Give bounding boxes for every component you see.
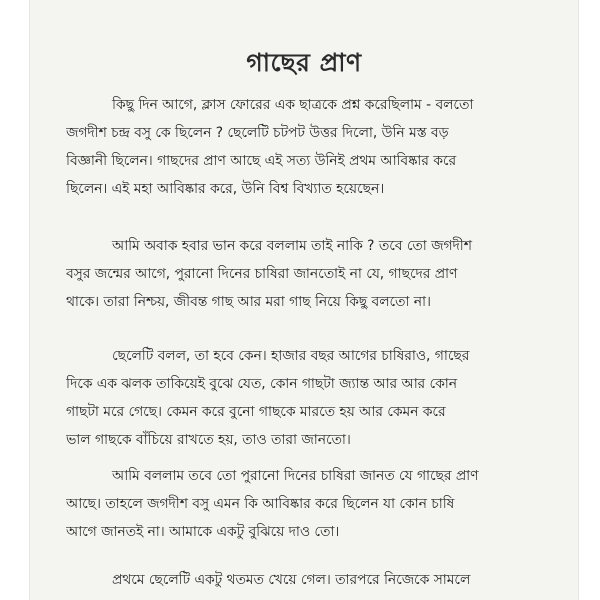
paragraph-line: আমি অবাক হবার ভান করে বললাম তাই নাকি ? তবে তো জগদীশ	[112, 238, 472, 254]
paragraph-line: আমি বললাম তবে তো পুরানো দিনের চাষিরা জানত যে গাছের প্রাণ	[112, 468, 479, 484]
paragraph-3	[66, 342, 544, 454]
paragraph-line: আগে জানতই না। আমাকে একটু বুঝিয়ে দাও তো।	[66, 524, 340, 540]
paragraph-4	[66, 462, 544, 546]
page-title: গাছের প্রাণ	[246, 47, 362, 77]
book-page	[30, 0, 578, 600]
paragraph-line: গাছটা মরে গেছে। কেমন করে বুনো গাছকে মারতে হয় আর কেমন করে	[66, 404, 446, 420]
paragraph-line: দিকে এক ঝলক তাকিয়েই বুঝে যেত, কোন গাছটা জ্যান্ত আর আর কোন	[66, 376, 458, 392]
paragraph-line: জগদীশ চন্দ্র বসু কে ছিলেন ? ছেলেটি চটপট উত্তর দিলো, উনি মস্ত বড়	[66, 125, 449, 141]
paragraph-line: ছিলেন। এই মহা আবিষ্কার করে, উনি বিশ্ব বিখ্যাত হয়েছেন।	[66, 181, 385, 197]
paragraph-line: ছেলেটি বলল, তা হবে কেন। হাজার বছর আগের চাষিরাও, গাছের	[112, 348, 470, 364]
paragraph-line: প্রথমে ছেলেটি একটু থতমত খেয়ে গেল। তারপরে নিজেকে সামলে	[112, 572, 471, 588]
paragraph-line: থাকে। তারা নিশ্চয়, জীবন্ত গাছ আর মরা গাছ নিয়ে কিছু বলতো না।	[66, 294, 431, 310]
paragraph-line: বসুর জন্মের আগে, পুরানো দিনের চাষিরা জানতোই না যে, গাছদের প্রাণ	[66, 266, 458, 282]
paragraph-2	[66, 232, 544, 316]
paragraph-line: কিছু দিন আগে, ক্লাস ফোরের এক ছাত্রকে প্রশ্ন করেছিলাম - বলতো	[112, 97, 474, 113]
paragraph-line: বিজ্ঞানী ছিলেন। গাছদের প্রাণ আছে এই সত্য উনিই প্রথম আবিষ্কার করে	[66, 153, 457, 169]
paragraph-5	[66, 566, 544, 594]
paragraph-line: আছে। তাহলে জগদীশ বসু এমন কি আবিষ্কার করে ছিলেন যা কোন চাষি	[66, 496, 455, 512]
paragraph-1	[66, 91, 544, 203]
paragraph-line: ভাল গাছকে বাঁচিয়ে রাখতে হয়, তাও তারা জানতো।	[66, 432, 351, 448]
